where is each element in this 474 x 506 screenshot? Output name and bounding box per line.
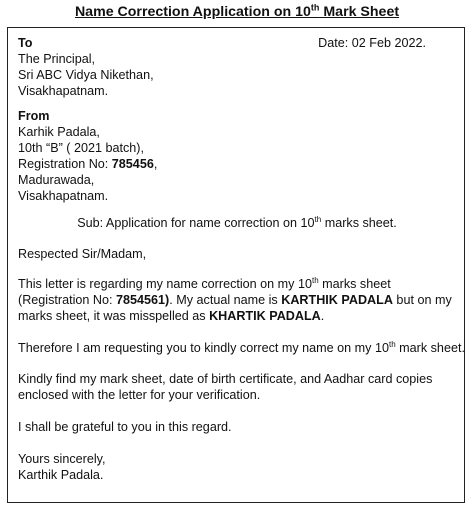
recipient-line-1: The Principal, — [18, 52, 95, 66]
registration-number: 785456 — [111, 157, 154, 171]
paragraph-3-line-2: enclosed with the letter for your verification. — [18, 388, 261, 402]
registration-number-bold: 7854561) — [116, 293, 170, 307]
paragraph-1-line-1: This letter is regarding my name correction on my 10th marks sheet — [18, 275, 391, 291]
closing-line: Yours sincerely, — [18, 452, 106, 466]
title-superscript: th — [310, 2, 320, 13]
sender-registration: Registration No: 785456, — [18, 157, 158, 171]
sender-area: Madurawada, — [18, 173, 95, 187]
paragraph-1-line-2: (Registration No: 7854561). My actual name is KARTHIK PADALA but on my — [18, 293, 452, 307]
to-label: To — [18, 36, 33, 50]
paragraph-3-line-1: Kindly find my mark sheet, date of birth certificate, and Aadhar card copies — [18, 372, 433, 386]
sender-name: Karhik Padala, — [18, 125, 100, 139]
subject-line: Sub: Application for name correction on 10th marks sheet. — [77, 214, 397, 230]
sender-batch: 10th “B” ( 2021 batch), — [18, 141, 145, 155]
paragraph-2: Therefore I am requesting you to kindly correct my name on my 10th mark sheet. — [18, 339, 465, 355]
signature-name: Karthik Padala. — [18, 468, 104, 482]
title-text-end: Mark Sheet — [319, 4, 400, 20]
actual-name: KARTHIK PADALA — [281, 293, 393, 307]
from-label: From — [18, 109, 50, 123]
paragraph-1-line-3: marks sheet, it was misspelled as KHARTIK PADALA. — [18, 309, 325, 323]
recipient-line-3: Visakhapatnam. — [18, 84, 109, 98]
sender-city: Visakhapatnam. — [18, 189, 109, 203]
paragraph-4: I shall be grateful to you in this regard. — [18, 420, 232, 434]
misspelled-name: KHARTIK PADALA — [209, 309, 321, 323]
salutation: Respected Sir/Madam, — [18, 247, 147, 261]
document-title — [0, 3, 474, 21]
title-text: Name Correction Application on 10 — [74, 4, 311, 20]
letter-date: Date: 02 Feb 2022. — [318, 36, 426, 50]
recipient-line-2: Sri ABC Vidya Nikethan, — [18, 68, 154, 82]
